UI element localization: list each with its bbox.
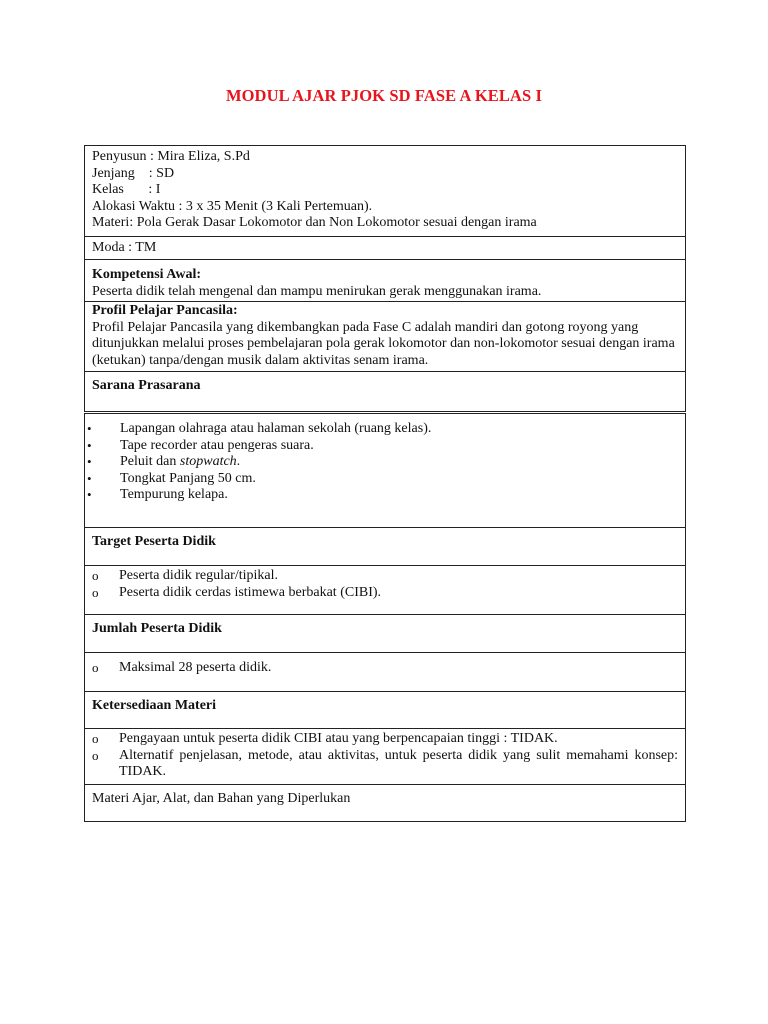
kompetensi-heading: Kompetensi Awal: [92, 267, 202, 282]
circle-marker: o [92, 747, 99, 763]
kompetensi-row [85, 260, 686, 302]
identity-line-material: Materi: Pola Gerak Dasar Lokomotor dan Non Lokomotor sesuai dengan irama [92, 215, 537, 230]
list-item: • Lapangan olahraga atau halaman sekolah (ruang kelas). [87, 421, 432, 436]
jumlah-heading-row [85, 615, 686, 653]
kompetensi-text: Peserta didik telah mengenal dan mampu menirukan gerak menggunakan irama. [92, 283, 542, 299]
circle-marker: o [92, 568, 99, 583]
ketersediaan-list [92, 731, 678, 781]
target-list [92, 568, 678, 601]
list-item: o Peserta didik cerdas istimewa berbakat (CIBI). [92, 584, 382, 600]
jumlah-heading: Jumlah Peserta Didik [92, 621, 222, 636]
circle-marker: o [92, 731, 99, 746]
list-item: o Alternatif penjelasan, metode, atau aktivitas, untuk peserta didik yang sulit memahami konsep: TIDAK. [92, 747, 678, 779]
identity-line-author: Penyusun : Mira Eliza, S.Pd [92, 149, 250, 164]
target-list-row [85, 566, 686, 615]
circle-marker: o [92, 660, 99, 675]
sarana-list-row [85, 413, 686, 528]
jumlah-list [92, 660, 678, 677]
document-title: MODUL AJAR PJOK SD FASE A KELAS I [225, 86, 543, 105]
sarana-heading-row [85, 372, 686, 413]
ketersediaan-heading: Ketersediaan Materi [92, 698, 217, 713]
bullet-marker: • [87, 421, 92, 436]
identity-line-class: Kelas : I [92, 182, 161, 197]
sarana-list [87, 421, 678, 504]
jumlah-list-row [85, 653, 686, 692]
target-heading-row [85, 528, 686, 566]
profil-row [85, 302, 686, 372]
bullet-marker: • [87, 437, 92, 453]
list-item: o Pengayaan untuk peserta didik CIBI atau yang berpencapaian tinggi : TIDAK. [92, 731, 558, 746]
profil-heading: Profil Pelajar Pancasila: [92, 303, 238, 318]
bullet-marker: • [87, 487, 92, 502]
list-item: o Peserta didik regular/tipikal. [92, 568, 279, 583]
module-table [84, 145, 686, 822]
list-item: • Tape recorder atau pengeras suara. [87, 437, 314, 453]
identity-row [85, 146, 686, 260]
materi-ajar-row [85, 784, 686, 821]
identity-line-level: Jenjang : SD [92, 165, 175, 181]
bullet-marker: • [87, 470, 92, 486]
identity-line-time: Alokasi Waktu : 3 x 35 Menit (3 Kali Pertemuan). [92, 198, 373, 214]
circle-marker: o [92, 584, 99, 600]
ketersediaan-heading-row [85, 692, 686, 729]
materi-ajar-heading: Materi Ajar, Alat, dan Bahan yang Diperlukan [92, 790, 351, 806]
bullet-marker: • [87, 454, 92, 469]
profil-text: Profil Pelajar Pancasila yang dikembangkan pada Fase C adalah mandiri dan gotong royong yang ditunjukkan melalui proses pembelajaran pola gerak lokomotor dan non-lokomotor sesuai dengan irama (ketukan) tanpa/dengan musik dalam aktivitas senam irama. [92, 319, 675, 368]
list-item: • Tongkat Panjang 50 cm. [87, 470, 256, 486]
ketersediaan-list-row [85, 729, 686, 785]
italic-word: stopwatch [179, 454, 237, 469]
list-item: o Maksimal 28 peserta didik. [92, 660, 272, 675]
list-item: • Tempurung kelapa. [87, 487, 228, 502]
identity-mode: Moda : TM [92, 239, 157, 255]
list-item: • Peluit dan stopwatch. [87, 454, 241, 469]
target-heading: Target Peserta Didik [92, 534, 216, 549]
sarana-heading: Sarana Prasarana [92, 378, 201, 393]
